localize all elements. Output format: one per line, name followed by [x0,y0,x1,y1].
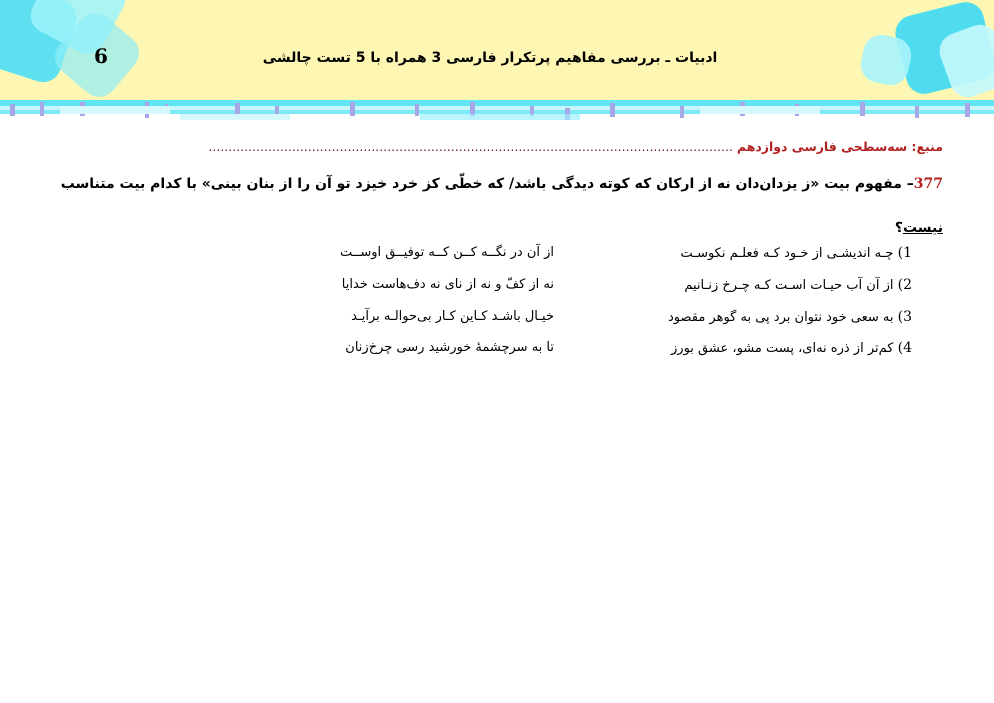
source-label: منبع: سه‌سطحی فارسی دوازدهم [736,139,943,154]
question-number: 377 [913,176,943,192]
option-text: چـه اندیشـی از خـود کـه فعلـم نکوسـت [680,246,894,261]
page-title: ادبیات ـ بررسی مفاهیم پرتکرار فارسی 3 همراه با 5 تست چالشی [262,50,718,66]
option-4-second-hemistich[interactable] [345,340,554,355]
source-dots: .................................................................................................................................... [208,139,733,154]
option-text: کم‌تر از ذره نه‌ای، پست مشو، عشق بورز [671,341,894,356]
option-text: تا به سرچشمهٔ خورشید رسی چرخ‌زنان [345,340,554,355]
page-header [0,0,994,100]
option-number: 3) [897,309,912,325]
option-text: از آن در نگــه کــن کــه توفیــق اوســت [340,245,554,260]
option-text: نه از کفّ و نه از نای نه دف‌هاست خدایا [341,277,554,292]
option-3-second-hemistich[interactable] [351,309,554,324]
option-2-first-hemistich[interactable] [684,277,912,293]
question-text [48,162,943,250]
option-number: 1) [897,245,912,261]
option-text: از آن آب حیـات اسـت کـه چـرخ زنـانیم [684,278,894,293]
decorative-stripe [0,100,994,122]
option-number: 4) [897,340,912,356]
source-line [48,139,943,154]
option-1-first-hemistich[interactable] [681,245,913,261]
option-number: 2) [897,277,912,293]
question-dash: – [901,176,914,192]
option-3-first-hemistich[interactable] [668,309,912,325]
option-2-second-hemistich[interactable] [342,277,554,292]
option-4-first-hemistich[interactable] [671,340,912,356]
question-mark: ؟ [894,220,903,236]
option-text: به سعی خود نتوان برد پی به گوهر مقصود [667,310,894,325]
question-body: مفهوم بیت «ز یزدان‌دان نه از ارکان که کوته دیدگی باشد/ که خطّی کز خرد خیزد تو آن را از بنان بینی» با کدام بیت متناسب [60,176,902,192]
option-1-second-hemistich[interactable] [340,245,554,260]
page-number: 6 [94,44,108,68]
question-negation: نیست [902,220,943,236]
option-text: خیـال باشـد کـاین کـار بی‌حوالـه برآیـد [351,309,554,324]
